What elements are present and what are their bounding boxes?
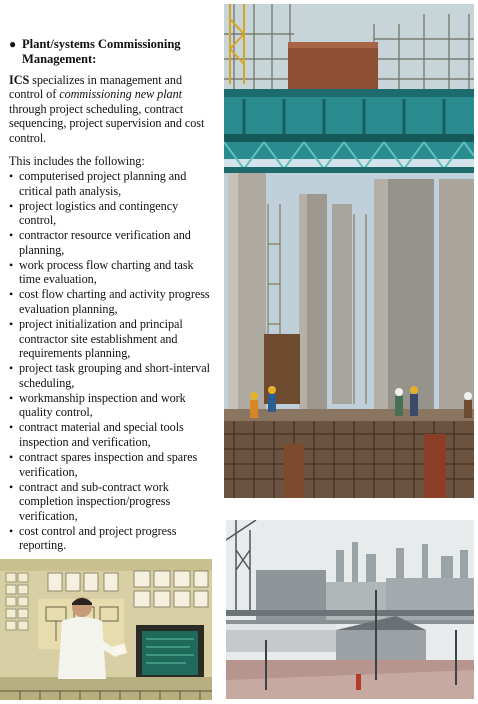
list-item: • contract material and special tools inspection and verification,	[9, 420, 214, 449]
intro-lead: ICS	[9, 72, 30, 87]
list-item: • project initialization and principal contractor site establishment and requirements planning,	[9, 317, 214, 361]
list-item: • project logistics and contingency control,	[9, 199, 214, 228]
intro-part2: through project scheduling, contract sequencing, project supervision and cost control.	[9, 101, 205, 145]
heading-bullet-icon: ●	[9, 37, 17, 51]
list-item: • computerised project planning and critical path analysis,	[9, 169, 214, 198]
list-item: • contractor resource verification and planning,	[9, 228, 214, 257]
control-room-illustration	[0, 559, 212, 700]
list-item: • contract spares inspection and spares verification,	[9, 450, 214, 479]
construction-site-illustration	[224, 4, 474, 498]
intro-paragraph	[9, 73, 214, 146]
intro-italic: commissioning new plant	[59, 87, 182, 102]
list-item: • cost control and project progress reporting.	[9, 524, 214, 553]
section-heading-text: Plant/systems Commissioning Management:	[22, 37, 181, 66]
industrial-plant-photo	[226, 520, 474, 699]
service-list	[9, 169, 214, 553]
intro-part1: specializes in management and control of	[9, 72, 183, 102]
control-room-photo	[0, 559, 212, 700]
list-item: • work process flow charting and task time evaluation,	[9, 258, 214, 287]
list-item: • project task grouping and short-interval scheduling,	[9, 361, 214, 390]
section-heading	[9, 37, 214, 67]
list-item: • cost flow charting and activity progress evaluation planning,	[9, 287, 214, 316]
includes-line: This includes the following:	[9, 153, 145, 168]
industrial-plant-illustration	[226, 520, 474, 699]
list-item: • contract and sub-contract work completion inspection/progress verification,	[9, 480, 214, 524]
text-column	[9, 37, 214, 553]
construction-site-photo	[224, 4, 474, 498]
list-item: • workmanship inspection and work quality control,	[9, 391, 214, 420]
